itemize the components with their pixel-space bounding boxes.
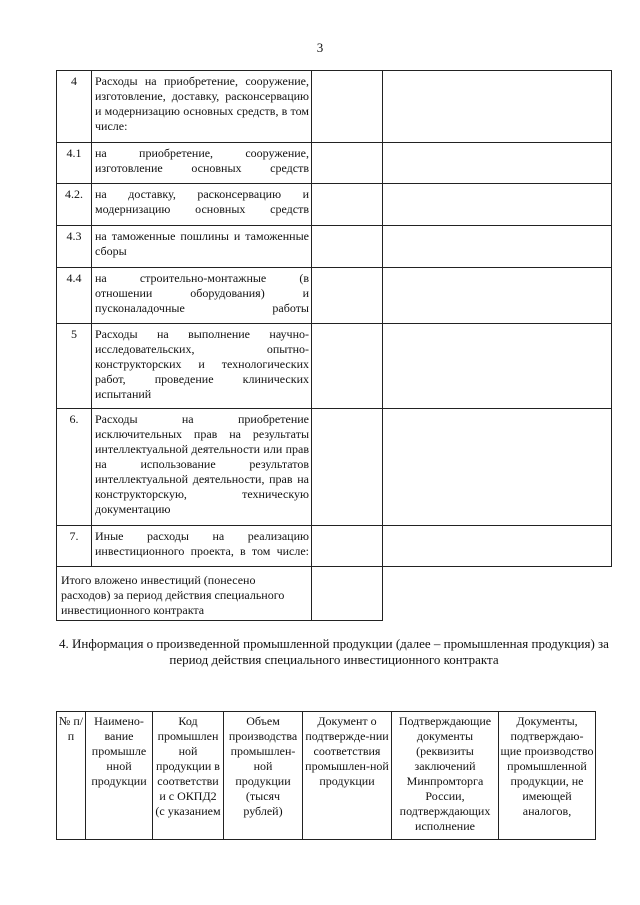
total-value-cell [312, 567, 383, 621]
column-header: Наимено-вание промышле нной продукции [86, 712, 153, 840]
row-number: 5 [57, 324, 92, 409]
table-row [57, 268, 612, 324]
investment-table [56, 70, 612, 621]
row-description: на приобретение, сооружение, изготовление основных средств [92, 143, 312, 184]
table-row [57, 409, 612, 526]
value-cell [312, 526, 383, 567]
column-header: Документы, подтверждаю-щие производство промышленной продукции, не имеющей аналогов, [499, 712, 596, 840]
value-cell [312, 71, 383, 143]
value-cell [312, 226, 383, 268]
column-header: Документ о подтвержде-нии соответствия промышлен-ной продукции [303, 712, 392, 840]
table-row [57, 143, 612, 184]
header-row [57, 712, 596, 840]
row-description: на доставку, расконсервацию и модернизацию основных средств [92, 184, 312, 226]
row-number: 4.3 [57, 226, 92, 268]
value-cell [383, 526, 612, 567]
value-cell [312, 184, 383, 226]
total-label: Итого вложено инвестиций (понесено расходов) за период действия специального инвестиционного контракта [57, 567, 312, 621]
value-cell [312, 143, 383, 184]
table-row [57, 184, 612, 226]
table-row [57, 71, 612, 143]
row-description: на строительно-монтажные (в отношении оборудования) и пусконаладочные работы [92, 268, 312, 324]
table-row [57, 226, 612, 268]
row-number: 4.2. [57, 184, 92, 226]
column-header: Код промышлен ной продукции в соответстви и с ОКПД2 (с указанием [153, 712, 224, 840]
row-description: на таможенные пошлины и таможенные сборы [92, 226, 312, 268]
value-cell [383, 409, 612, 526]
section-heading: 4. Информация о произведенной промышленной продукции (далее – промышленная продукция) за период действия специального инвестиционного контракта [59, 636, 609, 667]
value-cell [312, 324, 383, 409]
table-row [57, 324, 612, 409]
value-cell [383, 268, 612, 324]
products-table [56, 711, 596, 840]
total-row [57, 567, 612, 621]
value-cell [383, 184, 612, 226]
row-number: 7. [57, 526, 92, 567]
row-number: 4.1 [57, 143, 92, 184]
row-description: Иные расходы на реализацию инвестиционного проекта, в том числе: [92, 526, 312, 567]
row-number: 4.4 [57, 268, 92, 324]
value-cell [312, 268, 383, 324]
value-cell [383, 324, 612, 409]
row-number: 4 [57, 71, 92, 143]
table-row [57, 526, 612, 567]
column-header: № п/п [57, 712, 86, 840]
row-number: 6. [57, 409, 92, 526]
row-description: Расходы на приобретение, сооружение, изготовление, доставку, расконсервацию и модернизацию основных средств, в том числе: [92, 71, 312, 143]
row-description: Расходы на выполнение научно-исследовательских, опытно-конструкторских и технологических работ, проведение клинических испытаний [92, 324, 312, 409]
value-cell [383, 71, 612, 143]
column-header: Объем производства промышлен-ной продукции (тысяч рублей) [224, 712, 303, 840]
row-description: Расходы на приобретение исключительных прав на результаты интеллектуальной деятельности или прав на использование результатов интеллектуальной деятельности, прав на конструкторскую, техническую документацию [92, 409, 312, 526]
value-cell [383, 226, 612, 268]
column-header: Подтверждающие документы (реквизиты заключений Минпромторга России, подтверждающих исполнение [392, 712, 499, 840]
value-cell [383, 143, 612, 184]
page-number: 3 [316, 40, 324, 55]
value-cell [312, 409, 383, 526]
